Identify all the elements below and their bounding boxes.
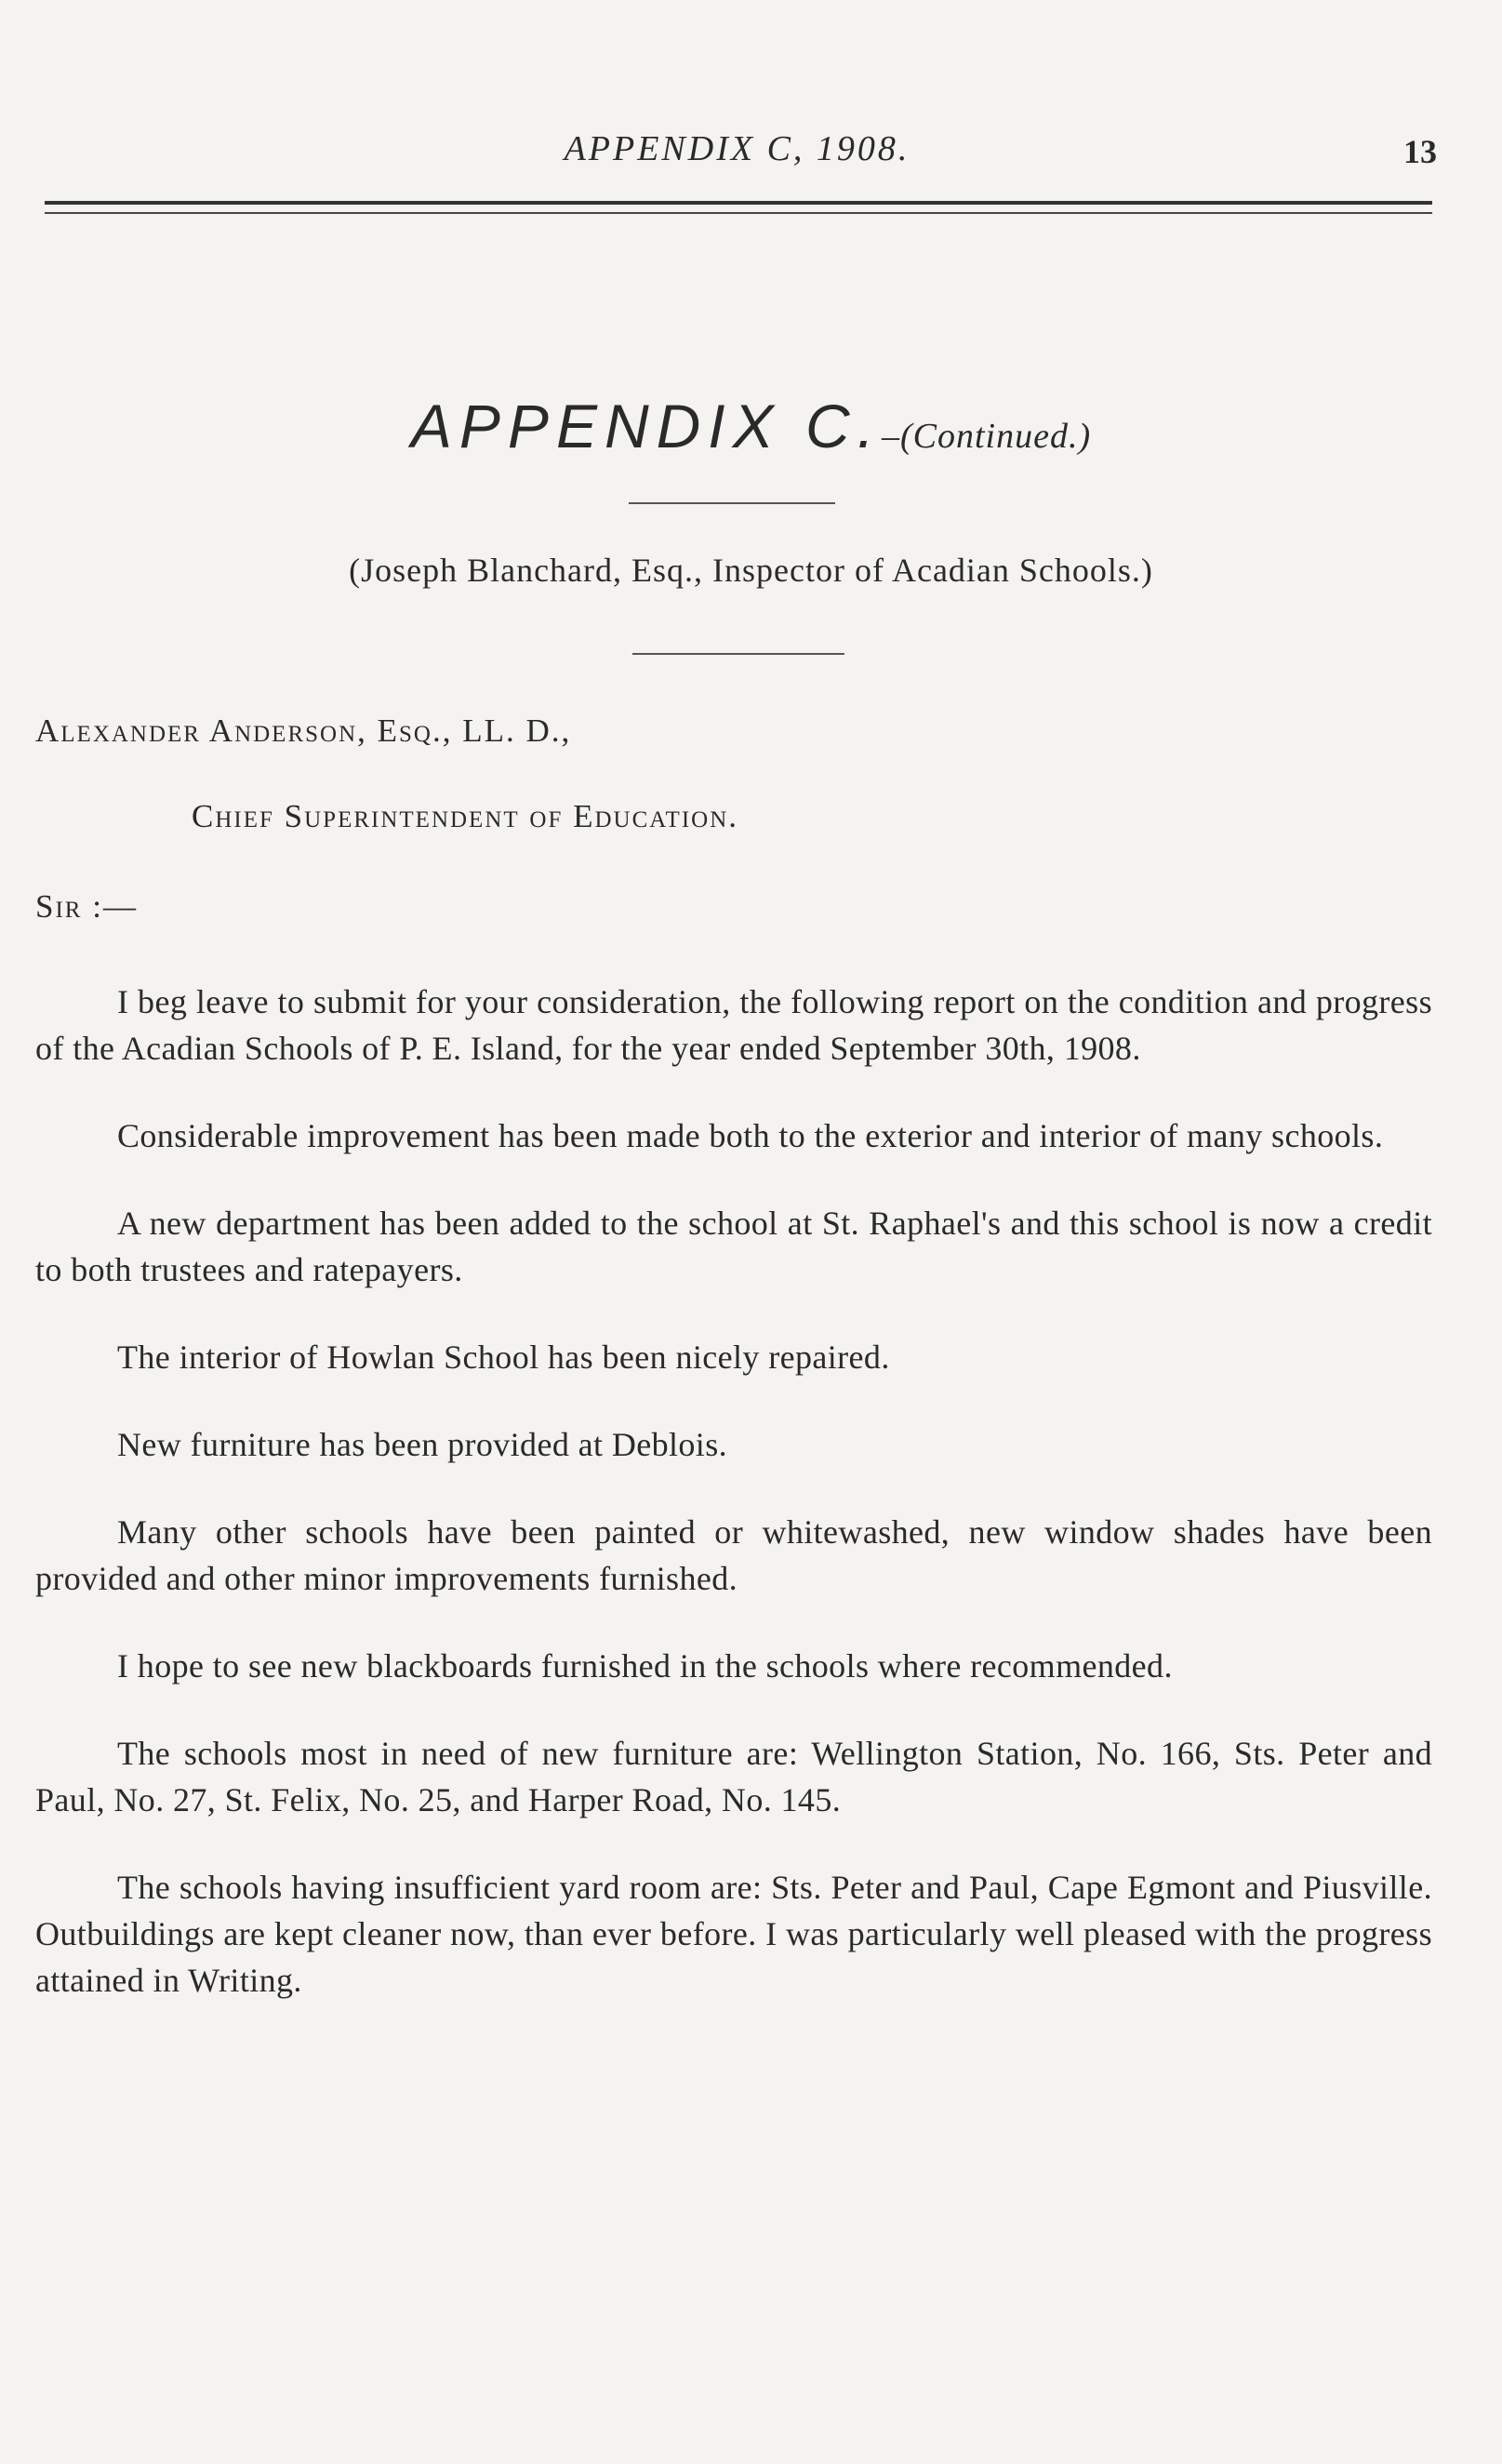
section-heading: [0, 391, 1502, 461]
addressee-title: Chief Superintendent of Education.: [192, 798, 739, 834]
heading-divider: [629, 502, 835, 504]
report-body: [35, 979, 1432, 2044]
paragraph: I beg leave to submit for your consideration, the following report on the condition and progress of the Acadian Schools of P. E. Island, for the year ended September 30th, 1908.: [35, 983, 1432, 1067]
paragraph: New furniture has been provided at Deblois.: [117, 1426, 728, 1463]
paragraph: The schools having insufficient yard room are: Sts. Peter and Paul, Cape Egmont and Piusville. Outbuildings are kept cleaner now, than ever before. I was particularly well pleased with the progress attained in Writing.: [35, 1869, 1432, 1999]
section-title: APPENDIX C.: [410, 392, 882, 460]
paragraph: The schools most in need of new furniture are: Wellington Station, No. 166, Sts. Peter and Paul, No. 27, St. Felix, No. 25, and Harper Road, No. 145.: [35, 1735, 1432, 1818]
header-rule-thick: [45, 201, 1432, 205]
paragraph: The interior of Howlan School has been nicely repaired.: [117, 1339, 890, 1376]
addressee-name: Alexander Anderson, Esq., LL. D.,: [35, 713, 572, 749]
paragraph: Considerable improvement has been made both to the exterior and interior of many schools.: [117, 1117, 1384, 1154]
paragraph: I hope to see new blackboards furnished in the schools where recommended.: [117, 1647, 1173, 1685]
paragraph: Many other schools have been painted or whitewashed, new window shades have been provided and other minor improvements furnished.: [35, 1513, 1432, 1597]
running-header: [37, 128, 1437, 184]
running-title: APPENDIX C, 1908.: [564, 129, 911, 168]
page-number: 13: [1403, 133, 1437, 170]
paragraph: A new department has been added to the school at St. Raphael's and this school is now a credit to both trustees and ratepayers.: [35, 1205, 1432, 1288]
header-rule-thin: [45, 212, 1432, 214]
byline-divider: [632, 653, 844, 655]
byline: (Joseph Blanchard, Esq., Inspector of Acadian Schools.): [349, 552, 1153, 589]
salutation: Sir :—: [35, 888, 138, 925]
section-subtitle: –(Continued.): [881, 417, 1092, 456]
